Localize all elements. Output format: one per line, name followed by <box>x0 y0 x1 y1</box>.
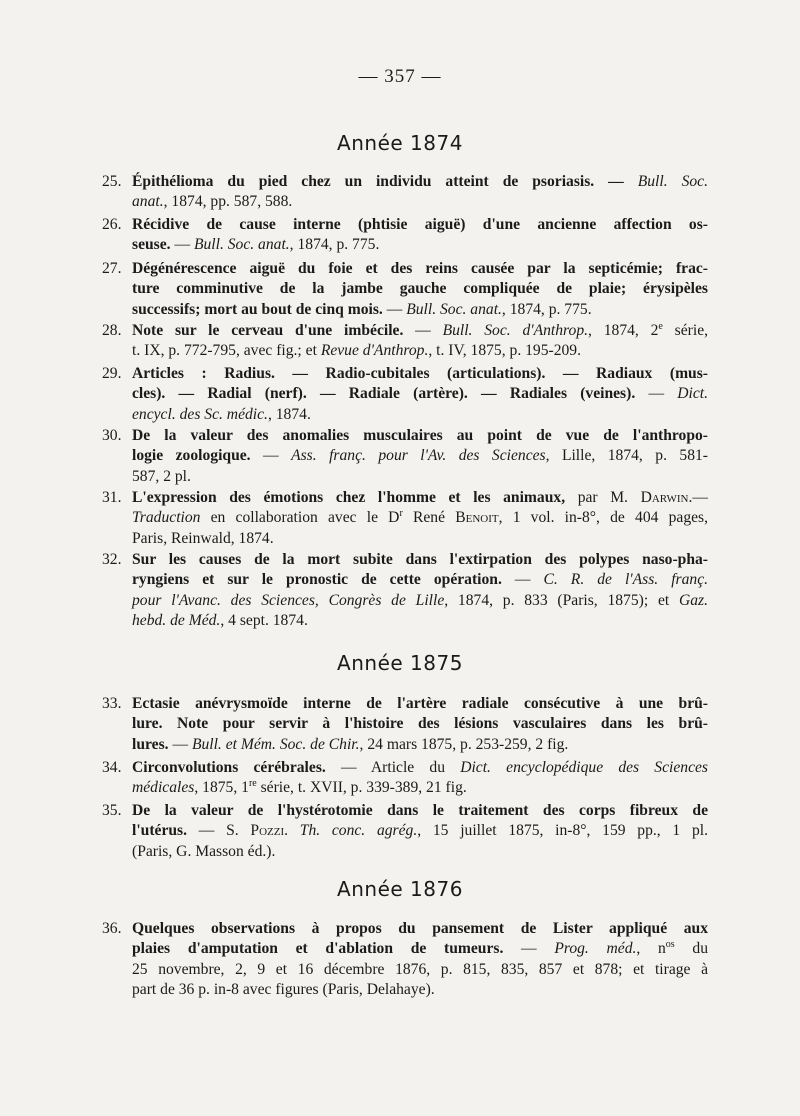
text-run: hebd. de Méd. <box>132 612 221 630</box>
text-run: Bull. et Mém. Soc. de Chir. <box>191 735 360 753</box>
entry-line <box>132 960 708 980</box>
text-run: Pozzi <box>250 822 285 840</box>
text-run: — S. <box>187 822 251 840</box>
entry-line <box>132 801 708 821</box>
entry-line <box>132 714 708 734</box>
entry-line <box>132 192 708 212</box>
text-run: t. IX, p. 772-795, avec fig.; et <box>132 342 321 360</box>
entry-number: 29. <box>102 365 122 382</box>
entry-29 <box>102 364 709 425</box>
section-year-1874: Année 1874 <box>337 131 463 155</box>
text-run: r <box>399 508 403 520</box>
entry-number: 28. <box>102 322 122 339</box>
text-run: ryngiens et sur le pronostic de cette opération. <box>132 571 502 589</box>
entry-number: 34. <box>102 759 122 776</box>
entry-number: 32. <box>102 551 122 568</box>
text-run: Traduction <box>132 509 201 527</box>
entry-26 <box>102 215 708 256</box>
text-run: Benoit <box>455 509 499 527</box>
entry-number: 35. <box>102 802 122 819</box>
text-run: ture comminutive de la jambe gauche compliquée de plaie; érysipèles <box>132 280 708 298</box>
text-run: Prog. méd. <box>554 940 637 958</box>
text-run: , 1 vol. in-8°, de 404 pages, <box>498 509 709 527</box>
text-run: Circonvolutions cérébrales. <box>132 759 326 776</box>
text-run: Dégénérescence aiguë du foie et des reins causée par la septicémie; frac- <box>132 260 708 277</box>
text-run: 587, 2 pl. <box>132 467 191 485</box>
text-run: part de 36 p. in-8 avec figures (Paris, Delahaye). <box>132 981 435 999</box>
text-run: Épithélioma du pied chez un individu atteint de psoriasis. — <box>132 173 638 190</box>
text-run: Note sur le cerveau d'une imbécile. <box>132 322 404 339</box>
text-run: Bull. Soc. <box>637 173 708 190</box>
entry-line <box>132 821 708 841</box>
text-run: — <box>403 322 443 339</box>
text-run: Darwin <box>640 489 689 506</box>
text-run: Récidive de cause interne (phtisie aiguë) d'une ancienne affection os- <box>132 216 708 233</box>
text-run: Paris, Reinwald, 1874. <box>132 529 274 547</box>
text-run: Articles : Radius. — Radio-cubitales (articulations). — Radiaux (mus- <box>132 365 708 382</box>
entry-line <box>132 980 708 1000</box>
entry-line <box>132 919 708 939</box>
text-run: , n <box>636 940 666 958</box>
entry-number: 36. <box>102 920 122 937</box>
entry-28 <box>102 320 709 362</box>
text-run: re <box>248 778 257 790</box>
entry-line <box>132 300 708 320</box>
entry-line <box>132 341 708 361</box>
text-run: Th. conc. agrég. <box>299 822 418 840</box>
text-run: Ectasie anévrysmoïde interne de l'artère radiale consécutive à une brû- <box>132 695 708 712</box>
entry-number: 33. <box>102 695 122 712</box>
text-run: L'expression des émotions chez l'homme et les animaux, <box>132 489 566 506</box>
text-run: — <box>635 385 678 403</box>
text-run: Revue d'Anthrop. <box>320 342 429 360</box>
entry-line <box>132 570 708 590</box>
text-run: médicales <box>132 779 195 797</box>
page-number: — 357 — <box>358 66 442 87</box>
text-run: série, t. XVII, p. 339-389, 21 fig. <box>256 779 467 797</box>
text-run: par M. <box>565 489 641 506</box>
entry-36 <box>102 919 708 1001</box>
text-run: De la valeur des anomalies musculaires au point de vue de l'anthropo- <box>132 427 708 444</box>
text-run: Bull. Soc. anat. <box>406 300 502 318</box>
text-run: Quelques observations à propos du pansement de Lister appliqué aux <box>132 920 708 937</box>
text-run: Dict. <box>677 385 709 403</box>
text-run: l'utérus. <box>132 822 188 840</box>
text-run: série, <box>662 322 709 339</box>
text-run: — <box>168 735 192 753</box>
text-run: — Article du <box>325 759 461 776</box>
text-run: René <box>402 509 456 527</box>
text-run: (Paris, G. Masson éd.). <box>132 842 276 860</box>
text-run: — <box>503 940 555 958</box>
entry-line <box>132 939 708 959</box>
text-run: en collaboration avec le D <box>200 509 400 527</box>
entry-25 <box>102 172 708 213</box>
entry-line <box>132 235 708 255</box>
entry-line <box>132 279 708 299</box>
text-run: , 1874, p. 775. <box>501 300 592 318</box>
text-run: , 4 sept. 1874. <box>220 612 308 630</box>
entry-line <box>132 694 708 714</box>
text-run: logie zoologique. <box>132 447 251 465</box>
text-run: e <box>658 320 663 332</box>
section-year-1876: Année 1876 <box>337 877 463 901</box>
text-run: , 1874, 2 <box>588 322 659 339</box>
entry-number: 27. <box>102 260 122 277</box>
text-run: seuse. <box>132 236 171 254</box>
text-run: lures. <box>132 735 169 753</box>
entry-line <box>132 529 708 549</box>
text-run: Ass. franç. pour l'Av. des Sciences <box>291 447 546 465</box>
text-run: .— <box>688 489 708 506</box>
text-run: , Lille, 1874, p. 581- <box>545 447 709 465</box>
entry-line <box>132 364 708 384</box>
entry-33 <box>102 694 708 755</box>
entry-line <box>132 591 708 611</box>
text-run: plaies d'amputation et d'ablation de tumeurs. <box>132 940 504 958</box>
entry-line <box>132 778 708 798</box>
text-run: Bull. Soc. d'Anthrop. <box>442 322 589 339</box>
entry-line <box>132 550 708 570</box>
text-run: , t. IV, 1875, p. 195-209. <box>428 342 581 360</box>
entry-line <box>132 384 708 404</box>
entry-line <box>132 426 708 446</box>
entry-35 <box>102 801 708 862</box>
entry-line <box>132 508 708 528</box>
text-run: , 1874. <box>267 405 311 423</box>
text-run: 25 novembre, 2, 9 et 16 décembre 1876, p. 815, 835, 857 et 878; et tirage à <box>132 960 708 978</box>
entry-number: 26. <box>102 216 122 233</box>
entry-line <box>132 611 708 631</box>
text-run: , 1875, 1 <box>194 779 249 797</box>
text-run: du <box>674 940 708 958</box>
entry-31 <box>102 488 709 549</box>
entry-line <box>132 842 708 862</box>
text-run: successifs; mort au bout de cinq mois. <box>132 300 383 318</box>
text-run: pour l'Avanc. des Sciences, Congrès de Lille <box>132 591 445 609</box>
text-run: . <box>284 822 300 840</box>
entry-line <box>132 488 708 508</box>
text-run: — <box>170 236 194 254</box>
text-run: — <box>250 447 292 465</box>
entry-line <box>132 405 708 425</box>
entry-line <box>132 259 708 279</box>
entry-line <box>132 758 708 778</box>
entry-number: 30. <box>102 427 122 444</box>
text-run: — <box>501 571 544 589</box>
entry-line <box>132 467 708 487</box>
entry-line <box>132 215 708 235</box>
entry-34 <box>102 758 708 799</box>
entry-line <box>132 321 708 341</box>
text-run: , 1874, p. 833 (Paris, 1875); et <box>444 591 679 609</box>
text-run: Bull. Soc. anat. <box>193 236 290 254</box>
text-run: — <box>382 300 407 318</box>
text-run: encycl. des Sc. médic. <box>132 405 268 423</box>
entry-32 <box>102 550 709 632</box>
section-year-1875: Année 1875 <box>337 651 463 675</box>
entry-number: 25. <box>102 173 122 190</box>
entry-number: 31. <box>102 489 122 506</box>
entry-line <box>132 446 708 466</box>
text-run: , 15 juillet 1875, in-8°, 159 pp., 1 pl. <box>417 822 708 840</box>
text-run: Sur les causes de la mort subite dans l'extirpation des polypes naso-pha- <box>132 551 708 568</box>
entry-line <box>132 172 708 192</box>
text-run: De la valeur de l'hystérotomie dans le traitement des corps fibreux de <box>132 802 708 819</box>
text-run: lure. Note pour servir à l'histoire des lésions vasculaires dans les brû- <box>132 715 708 733</box>
text-run: os <box>665 939 675 951</box>
entry-27 <box>102 259 708 320</box>
entry-line <box>132 735 708 755</box>
text-run: , 1874, p. 775. <box>289 236 380 254</box>
text-run: Gaz. <box>678 591 708 609</box>
text-run: cles). — Radial (nerf). — Radiale (artère). — Radiales (veines). <box>132 385 636 403</box>
text-run: anat. <box>132 193 164 211</box>
text-run: C. R. de l'Ass. franç. <box>543 571 709 589</box>
text-run: Dict. encyclopédique des Sciences <box>460 759 708 776</box>
text-run: , 1874, pp. 587, 588. <box>163 193 293 211</box>
entry-30 <box>102 426 709 487</box>
text-run: , 24 mars 1875, p. 253-259, 2 fig. <box>359 735 569 753</box>
